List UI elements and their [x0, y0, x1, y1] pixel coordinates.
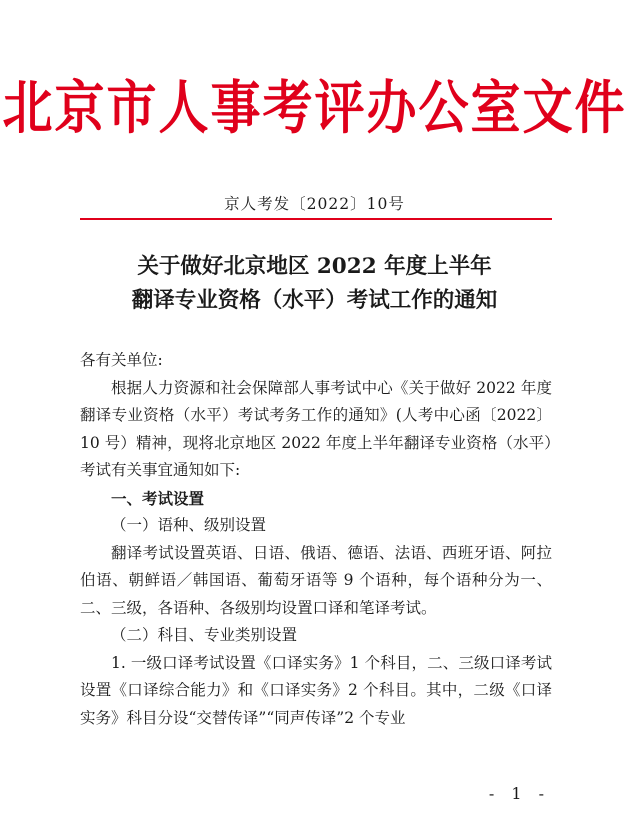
document-title: [0, 250, 629, 318]
section-heading-1: 一、考试设置: [111, 488, 205, 508]
subsection-heading-1: （一）语种、级别设置: [111, 516, 267, 534]
salutation: 各有关单位:: [80, 351, 163, 369]
red-divider-line: [80, 218, 552, 220]
intro-paragraph: 根据人力资源和社会保障部人事考试中心《关于做好 2022 年度翻译专业资格（水平）考试考务工作的通知》(人考中心函〔2022〕10 号）精神，现将北京地区 2022 年度上半年翻译专业资格（水平）考试有关事宜通知如下:: [80, 378, 552, 479]
document-number: 京人考发〔2022〕10号: [224, 195, 405, 213]
subsection-heading-2: （二）科目、专业类别设置: [111, 626, 298, 644]
item-1-paragraph: 1. 一级口译考试设置《口译实务》1 个科目，二、三级口译考试设置《口译综合能力》和《口译实务》2 个科目。其中，二级《口译实务》科目分设“交替传译”“同声传译”2 个专业: [80, 653, 552, 727]
subsection-1-paragraph: 翻译考试设置英语、日语、俄语、德语、法语、西班牙语、阿拉伯语、朝鲜语／韩国语、葡萄牙语等 9 个语种，每个语种分为一、二、三级，各语种、各级别均设置口译和笔译考试。: [80, 543, 552, 617]
letterhead-title: 北京市人事考评办公室文件: [2, 74, 627, 142]
title-line-2: 翻译专业资格（水平）考试工作的通知: [131, 288, 498, 313]
document-body: [80, 347, 552, 732]
title-line-1: 关于做好北京地区 2022 年度上半年: [137, 254, 492, 279]
page-number: - 1 -: [488, 784, 550, 803]
